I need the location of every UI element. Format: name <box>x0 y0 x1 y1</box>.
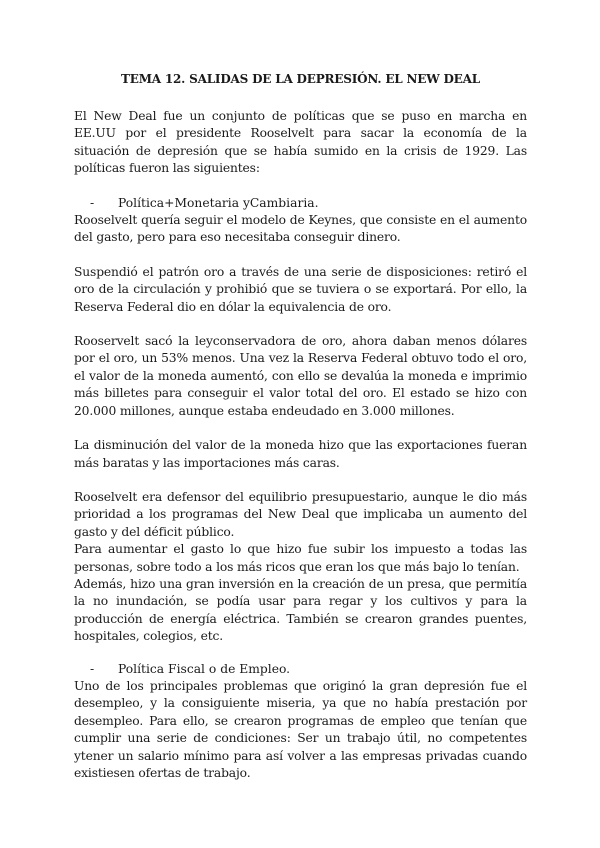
paragraph: Rooservelt sacó la leyconservadora de oro, ahora daban menos dólares por el oro, un 53% menos. Una vez la Reserva Federal obtuvo todo el oro, el valor de la moneda aumentó, con ello se devalúa la moneda e imprimio más billetes para conseguir el valor total del oro. El estado se hizo con 20.000 millones, aunque estaba endeudado en 3.000 millones. <box>74 334 527 418</box>
section-heading-monetary <box>74 195 527 212</box>
paragraph: Rooselvelt era defensor del equilibrio presupuestario, aunque le dio más prioridad a los programas del New Deal que implicaba un aumento del gasto y del déficit público. <box>74 489 527 539</box>
paragraph: Además, hizo una gran inversión en la creación de un presa, que permitía la no inundación, se podía usar para regar y los cultivos y para la producción de energía eléctrica. También se crearon grandes puentes, hospitales, colegios, etc. <box>74 576 527 644</box>
document-title: TEMA 12. SALIDAS DE LA DEPRESIÓN. EL NEW DEAL <box>121 72 480 86</box>
bullet-dash: - <box>90 195 95 210</box>
paragraph: Suspendió el patrón oro a través de una serie de disposiciones: retiró el oro de la circulación y prohibió que se tuviera o se exportará. Por ello, la Reserva Federal dio en dólar la equivalencia de oro. <box>74 264 527 314</box>
section-heading-label: Política+Monetaria yCambiaria. <box>118 195 319 210</box>
intro-paragraph: El New Deal fue un conjunto de políticas que se puso en marcha en EE.UU por el presidente Rooselvelt para sacar la economía de la situación de depresión que se había sumido en la crisis de 1929. Las políticas fueron las siguientes: <box>74 109 527 176</box>
section-heading-fiscal <box>74 661 527 678</box>
paragraph: Para aumentar el gasto lo que hizo fue subir los impuesto a todas las personas, sobre todo a los más ricos que eran los que más bajo lo tenían. <box>74 542 527 574</box>
bullet-dash: - <box>90 661 95 676</box>
section-heading-label: Política Fiscal o de Empleo. <box>118 661 291 676</box>
paragraph: La disminución del valor de la moneda hizo que las exportaciones fueran más baratas y las importaciones más caras. <box>74 438 527 470</box>
paragraph: Uno de los principales problemas que originó la gran depresión fue el desempleo, y la consiguiente miseria, ya que no había prestación por desempleo. Para ello, se crearon programas de empleo que tenían que cumplir una serie de condiciones: Ser un trabajo útil, no competentes ytener un salario mínimo para así volver a las empresas privadas cuando existiesen ofertas de trabajo. <box>74 678 527 780</box>
paragraph: Rooselvelt quería seguir el modelo de Keynes, que consiste en el aumento del gasto, pero para eso necesitaba conseguir dinero. <box>74 213 527 245</box>
